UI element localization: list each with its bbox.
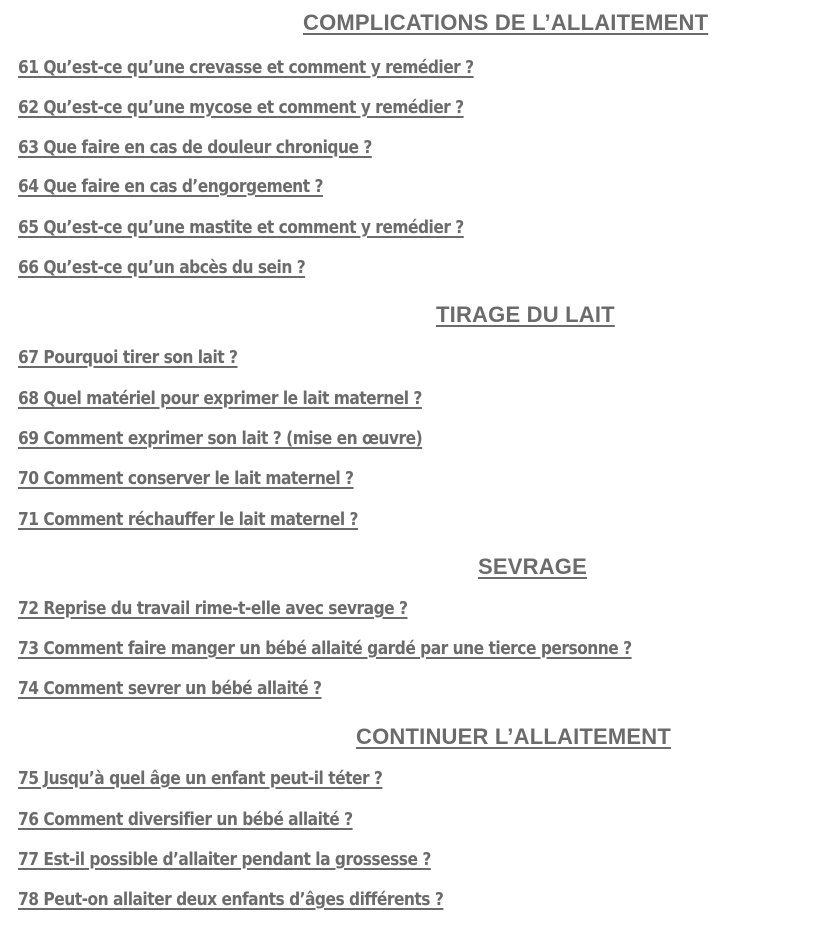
section-heading-complications[interactable]: COMPLICATIONS DE L’ALLAITEMENT <box>303 10 709 35</box>
faq-link-66[interactable]: 66 Qu’est-ce qu’un abcès du sein ? <box>18 257 306 278</box>
faq-link-67[interactable]: 67 Pourquoi tirer son lait ? <box>18 347 238 368</box>
faq-link-73[interactable]: 73 Comment faire manger un bébé allaité gardé par une tierce personne ? <box>18 638 632 659</box>
faq-link-70[interactable]: 70 Comment conserver le lait maternel ? <box>18 468 354 489</box>
section-heading-tirage[interactable]: TIRAGE DU LAIT <box>436 302 615 327</box>
section-heading-sevrage[interactable]: SEVRAGE <box>478 554 587 579</box>
faq-link-61[interactable]: 61 Qu’est-ce qu’une crevasse et comment y remédier ? <box>18 57 474 78</box>
faq-link-63[interactable]: 63 Que faire en cas de douleur chronique ? <box>18 137 372 158</box>
faq-link-76[interactable]: 76 Comment diversifier un bébé allaité ? <box>18 809 353 830</box>
faq-link-65[interactable]: 65 Qu’est-ce qu’une mastite et comment y remédier ? <box>18 217 464 238</box>
faq-link-77[interactable]: 77 Est-il possible d’allaiter pendant la grossesse ? <box>18 849 431 870</box>
faq-link-62[interactable]: 62 Qu’est-ce qu’une mycose et comment y remédier ? <box>18 97 464 118</box>
section-heading-continuer[interactable]: CONTINUER L’ALLAITEMENT <box>356 724 672 749</box>
faq-link-78[interactable]: 78 Peut-on allaiter deux enfants d’âges différents ? <box>18 889 444 910</box>
faq-link-64[interactable]: 64 Que faire en cas d’engorgement ? <box>18 176 323 197</box>
faq-link-71[interactable]: 71 Comment réchauffer le lait maternel ? <box>18 509 358 530</box>
faq-link-72[interactable]: 72 Reprise du travail rime-t-elle avec sevrage ? <box>18 598 408 619</box>
faq-link-69[interactable]: 69 Comment exprimer son lait ? (mise en œuvre) <box>18 428 423 449</box>
faq-link-75[interactable]: 75 Jusqu’à quel âge un enfant peut-il téter ? <box>18 768 383 789</box>
faq-link-68[interactable]: 68 Quel matériel pour exprimer le lait maternel ? <box>18 388 422 409</box>
faq-link-74[interactable]: 74 Comment sevrer un bébé allaité ? <box>18 678 322 699</box>
